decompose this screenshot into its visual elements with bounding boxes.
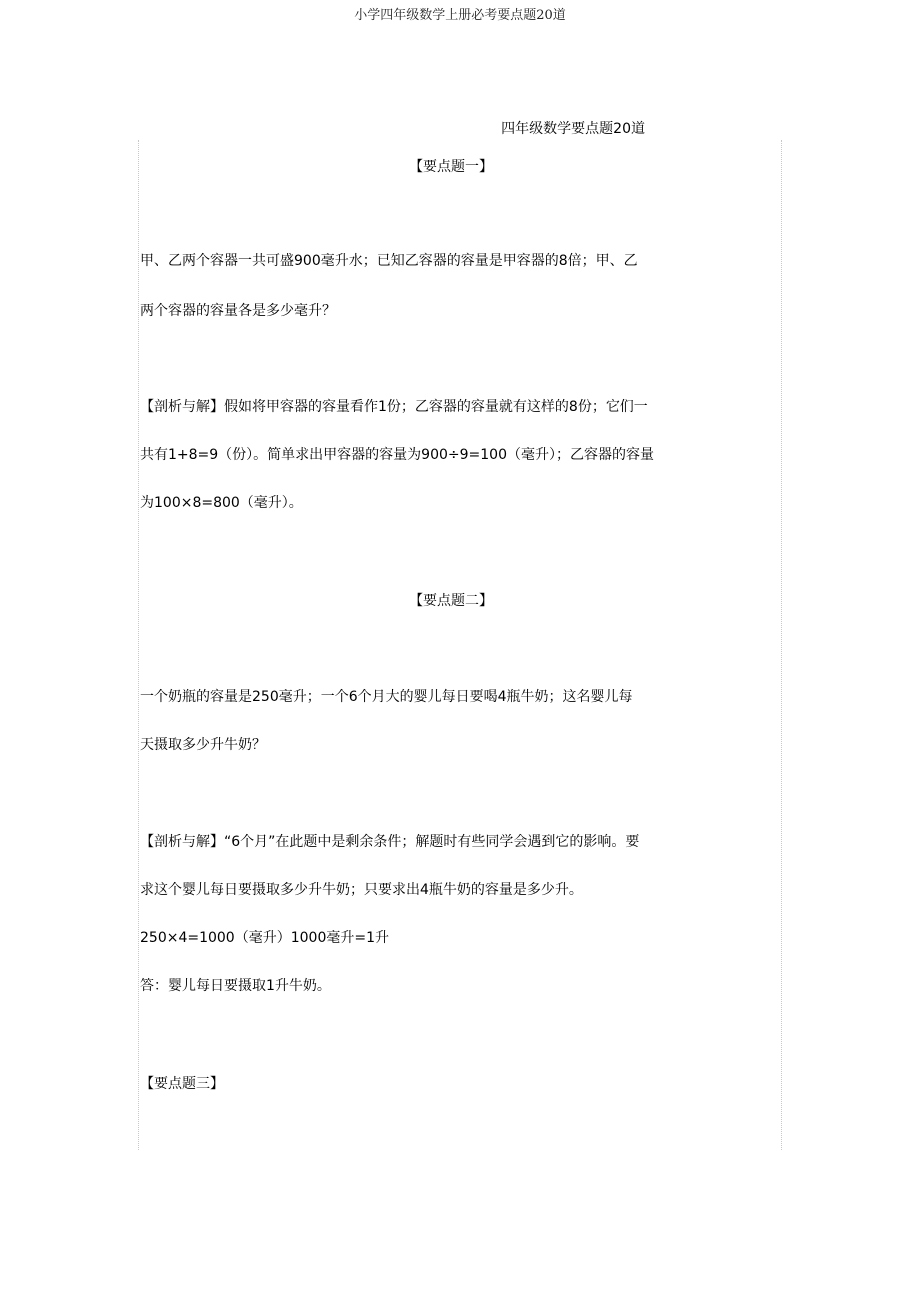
page-frame-left — [138, 140, 139, 1150]
problem1-analysis-line1: 【剖析与解】假如将甲容器的容量看作1份；乙容器的容量就有这样的8份；它们一 — [140, 399, 648, 415]
running-header: 小学四年级数学上册必考要点题20道 — [354, 8, 566, 23]
problem1-heading: 【要点题一】 — [409, 159, 493, 175]
problem2-question-line2: 天摄取多少升牛奶？ — [140, 737, 266, 753]
problem2-heading: 【要点题二】 — [409, 593, 493, 609]
problem3-heading: 【要点题三】 — [140, 1076, 224, 1092]
problem2-analysis-line2: 求这个婴儿每日要摄取多少升牛奶；只要求出4瓶牛奶的容量是多少升。 — [140, 882, 583, 898]
problem1-question-line2: 两个容器的容量各是多少毫升？ — [140, 303, 336, 319]
problem1-question-line1: 甲、乙两个容器一共可盛900毫升水；已知乙容器的容量是甲容器的8倍；甲、乙 — [140, 253, 638, 269]
problem1-analysis-line2: 共有1+8=9（份）。简单求出甲容器的容量为900÷9=100（毫升）；乙容器的容量 — [140, 447, 654, 463]
page-frame-right — [781, 140, 782, 1150]
problem2-analysis-line1: 【剖析与解】“6个月”在此题中是剩余条件；解题时有些同学会遇到它的影响。要 — [140, 834, 640, 850]
problem2-calc-line: 250×4=1000（毫升）1000毫升=1升 — [140, 930, 389, 946]
problem1-analysis-line3: 为100×8=800（毫升）。 — [140, 495, 303, 511]
problem2-answer-line: 答：婴儿每日要摄取1升牛奶。 — [140, 978, 331, 994]
document-title: 四年级数学要点题20道 — [501, 121, 645, 137]
problem2-question-line1: 一个奶瓶的容量是250毫升；一个6个月大的婴儿每日要喝4瓶牛奶；这名婴儿每 — [140, 689, 633, 705]
